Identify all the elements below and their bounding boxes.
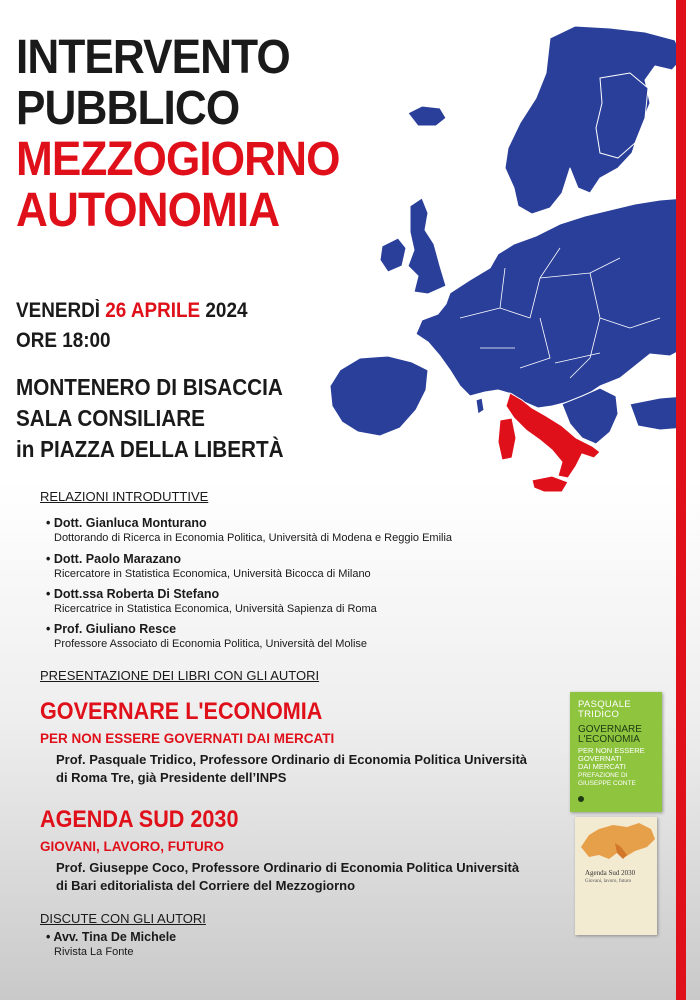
title-line-4: AUTONOMIA — [16, 184, 280, 237]
book-1-author-line-2: di Roma Tre, già Presidente dell’INPS — [56, 770, 287, 785]
venue-line-3: in PIAZZA DELLA LIBERTÀ — [16, 436, 284, 462]
book-cover-governare — [570, 692, 662, 812]
cover1-sub-l2: GOVERNATI — [578, 754, 622, 763]
book-2-title: AGENDA SUD 2030 — [40, 806, 239, 833]
cover2-title: Agenda Sud 2030 — [585, 869, 636, 877]
discussant-role: Rivista La Fonte — [54, 946, 134, 958]
cover1-subtitle — [578, 747, 645, 771]
speaker-name: • Dott. Gianluca Monturano — [46, 515, 452, 531]
speaker-role: Professore Associato di Economia Politica, Università del Molise — [54, 638, 368, 650]
book-2-author — [56, 859, 556, 895]
cover1-author-first: PASQUALE — [578, 699, 631, 710]
event-weekday: VENERDÌ — [16, 299, 101, 322]
discussant-item — [46, 929, 176, 959]
cover1-title — [578, 725, 642, 745]
book-2-author-line-2: di Bari editorialista del Corriere del Mezzogiorno — [56, 878, 356, 893]
cover1-preface — [578, 772, 636, 788]
poster-title — [16, 32, 340, 236]
speaker-role: Dottorando di Ricerca in Economia Politica, Università di Modena e Reggio Emilia — [54, 532, 453, 544]
speaker-item — [46, 551, 371, 581]
speaker-role: Ricercatrice in Statistica Economica, Università Sapienza di Roma — [54, 603, 377, 615]
cover1-title-l1: GOVERNARE — [578, 724, 642, 735]
cover1-title-l2: L'ECONOMIA — [578, 734, 640, 745]
speaker-name: • Prof. Giuliano Resce — [46, 621, 367, 637]
book-1-title: GOVERNARE L'ECONOMIA — [40, 698, 323, 725]
cover1-author-last: TRIDICO — [578, 709, 620, 720]
title-line-3: MEZZOGIORNO — [16, 133, 340, 186]
title-line-2: PUBBLICO — [16, 82, 240, 135]
scandinavia-shape — [505, 26, 683, 214]
book-1-author-line-1: Prof. Pasquale Tridico, Professore Ordinario di Economia Politica Università — [56, 752, 528, 767]
iceland-shape — [408, 106, 446, 126]
book-cover-agenda-sud — [575, 817, 657, 935]
cover1-sub-l3: DAI MERCATI — [578, 762, 626, 771]
speaker-item — [46, 621, 367, 651]
continent-shape — [416, 198, 685, 408]
event-venue — [16, 372, 284, 465]
europe-map — [300, 18, 685, 493]
event-day-month: 26 APRILE — [105, 299, 201, 322]
publisher-logo-icon — [578, 796, 584, 802]
great-britain-shape — [408, 198, 446, 294]
presentazione-heading: PRESENTAZIONE DEI LIBRI CON GLI AUTORI — [40, 668, 320, 683]
venue-line-2: SALA CONSILIARE — [16, 405, 205, 431]
speaker-item — [46, 586, 377, 616]
event-date — [16, 296, 247, 356]
book-1-subtitle: PER NON ESSERE GOVERNATI DAI MERCATI — [40, 731, 335, 746]
speaker-name: • Dott.ssa Roberta Di Stefano — [46, 586, 377, 602]
ireland-shape — [380, 238, 406, 272]
speaker-name: • Dott. Paolo Marazano — [46, 551, 371, 567]
cover2-subtitle: Giovani, lavoro, futuro — [585, 879, 632, 884]
event-year: 2024 — [205, 299, 248, 322]
title-line-1: INTERVENTO — [16, 31, 290, 84]
venue-line-1: MONTENERO DI BISACCIA — [16, 374, 283, 400]
sardinia-shape — [498, 418, 516, 460]
iberia-shape — [330, 356, 428, 436]
event-time: ORE 18:00 — [16, 329, 111, 352]
finland-shape — [596, 73, 648, 158]
cover1-pref-l1: PREFAZIONE DI — [578, 772, 628, 779]
book-1-author — [56, 751, 556, 787]
cover1-pref-l2: GIUSEPPE CONTE — [578, 780, 636, 787]
discussant-name: • Avv. Tina De Michele — [46, 929, 176, 945]
red-side-bar — [676, 0, 686, 1000]
cover1-author — [578, 700, 631, 720]
speaker-role: Ricercatore in Statistica Economica, Università Bicocca di Milano — [54, 568, 371, 580]
cover1-sub-l1: PER NON ESSERE — [578, 746, 645, 755]
book-2-author-line-1: Prof. Giuseppe Coco, Professore Ordinario di Economia Politica Università — [56, 860, 520, 875]
sicily-shape — [532, 476, 568, 492]
relazioni-heading: RELAZIONI INTRODUTTIVE — [40, 489, 209, 504]
discute-heading: DISCUTE CON GLI AUTORI — [40, 911, 206, 926]
corsica-shape — [476, 398, 484, 414]
speaker-item — [46, 515, 452, 545]
book-2-subtitle: GIOVANI, LAVORO, FUTURO — [40, 839, 224, 854]
cover2-map-icon — [575, 817, 657, 863]
